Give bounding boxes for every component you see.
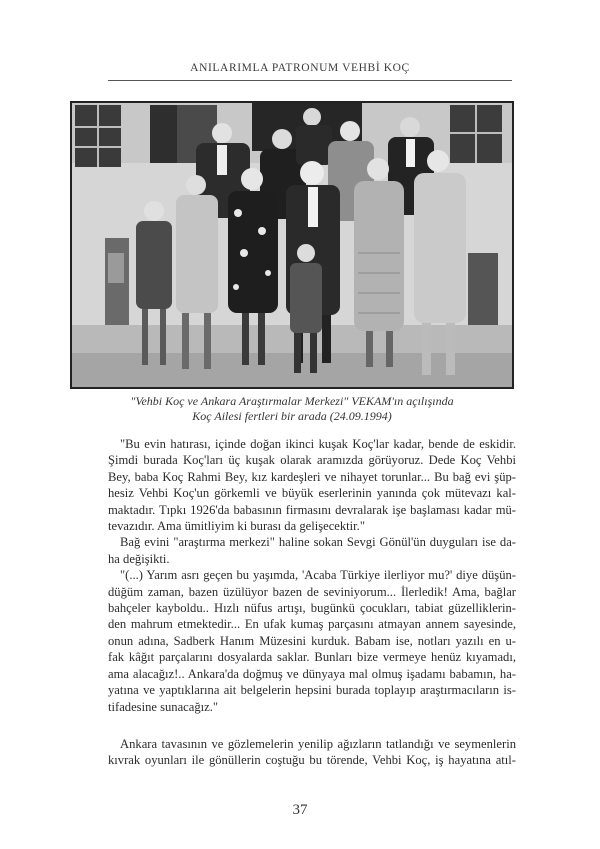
text-line: hesiz Vehbi Koç'un görkemli ve büyük eserlerinin yanında çok mütevazı kal- xyxy=(108,486,516,501)
page-number: 37 xyxy=(292,802,308,818)
paragraph xyxy=(108,436,516,534)
header-rule xyxy=(108,80,512,81)
text-line: tifadesine sunacağız." xyxy=(108,699,219,714)
text-line: Ankara tavasının ve gözlemelerin yenilip ağızların tatlandığı ve seymenlerin xyxy=(120,736,516,751)
text-line: tevazıdır. Ama ümitliyim ki burası da gelişecektir." xyxy=(108,519,365,534)
text-line: "(...) Yarım asrı geçen bu yaşımda, 'Acaba Türkiye ilerliyor mu?' diye düşün- xyxy=(120,568,516,583)
group-photo xyxy=(70,101,514,389)
paragraph xyxy=(108,736,516,769)
text-line: kıvrak oyunları ile gönüllerin coştuğu bu törende, Vehbi Koç, iş hayatına atıl- xyxy=(108,753,516,768)
caption-line-1: "Vehbi Koç ve Ankara Araştırmalar Merkezi" VEKAM'ın açılışında xyxy=(130,394,454,408)
running-header: ANILARIMLA PATRONUM VEHBİ KOÇ xyxy=(190,62,410,74)
text-line: ama alacağız!.. Ankara'da doğmuş ve dünyaya mal olmuş işadamı babamın, ha- xyxy=(108,666,516,681)
text-line: fak kâğıt parçalarını dosyalarda saklar. Bunları bize vermeye henüz kıyamadı, xyxy=(108,650,516,665)
paragraph-gap xyxy=(108,715,516,736)
caption-line-2: Koç Ailesi fertleri bir arada (24.09.1994) xyxy=(192,409,392,423)
text-line: Bey, baba Koç Rahmi Bey, kız kardeşleri ve nihayet torunlar... Bu bağ evi şüp- xyxy=(108,469,516,484)
text-line: ha değişikti. xyxy=(108,551,170,566)
text-line: den mahrum etmektedir... En ufak kumaş parçasını atmayan annem sayesinde, xyxy=(108,617,516,632)
paragraph xyxy=(108,567,516,715)
text-line: onun adına, Sadberk Hanım Müzesini kurduk. Babam ise, notları yazılı en u- xyxy=(108,633,516,648)
text-line: maktadır. Tıpkı 1926'da babasının firmasını devralarak işe başlaması kadar mü- xyxy=(108,502,516,517)
paragraph xyxy=(108,534,516,567)
body-text xyxy=(108,436,516,769)
text-line: "Bu evin hatırası, içinde doğan ikinci kuşak Koç'lar kadar, bende de eskidir. xyxy=(120,437,516,451)
text-line: düğüm zaman, bazen üzülüyor bazen de seviniyorum... İlerledik! Ama, bağlar xyxy=(108,584,516,599)
text-line: Bağ evini "araştırma merkezi" haline sokan Sevgi Gönül'ün duyguları ise da- xyxy=(120,535,516,550)
text-line: bahçeler kayboldu.. Hızlı nüfus artışı, bugünkü çocukları, tabiat güzelliklerin- xyxy=(108,601,516,616)
text-line: yatına ve yaptıklarına ait belgelerin hepsini burada toplayıp araştırmacıların is- xyxy=(108,683,516,698)
text-line: Şimdi burada Koç'ları üç kuşak olarak aramızda görüyoruz. Dede Koç Vehbi xyxy=(108,453,516,468)
photo-caption xyxy=(70,394,514,424)
